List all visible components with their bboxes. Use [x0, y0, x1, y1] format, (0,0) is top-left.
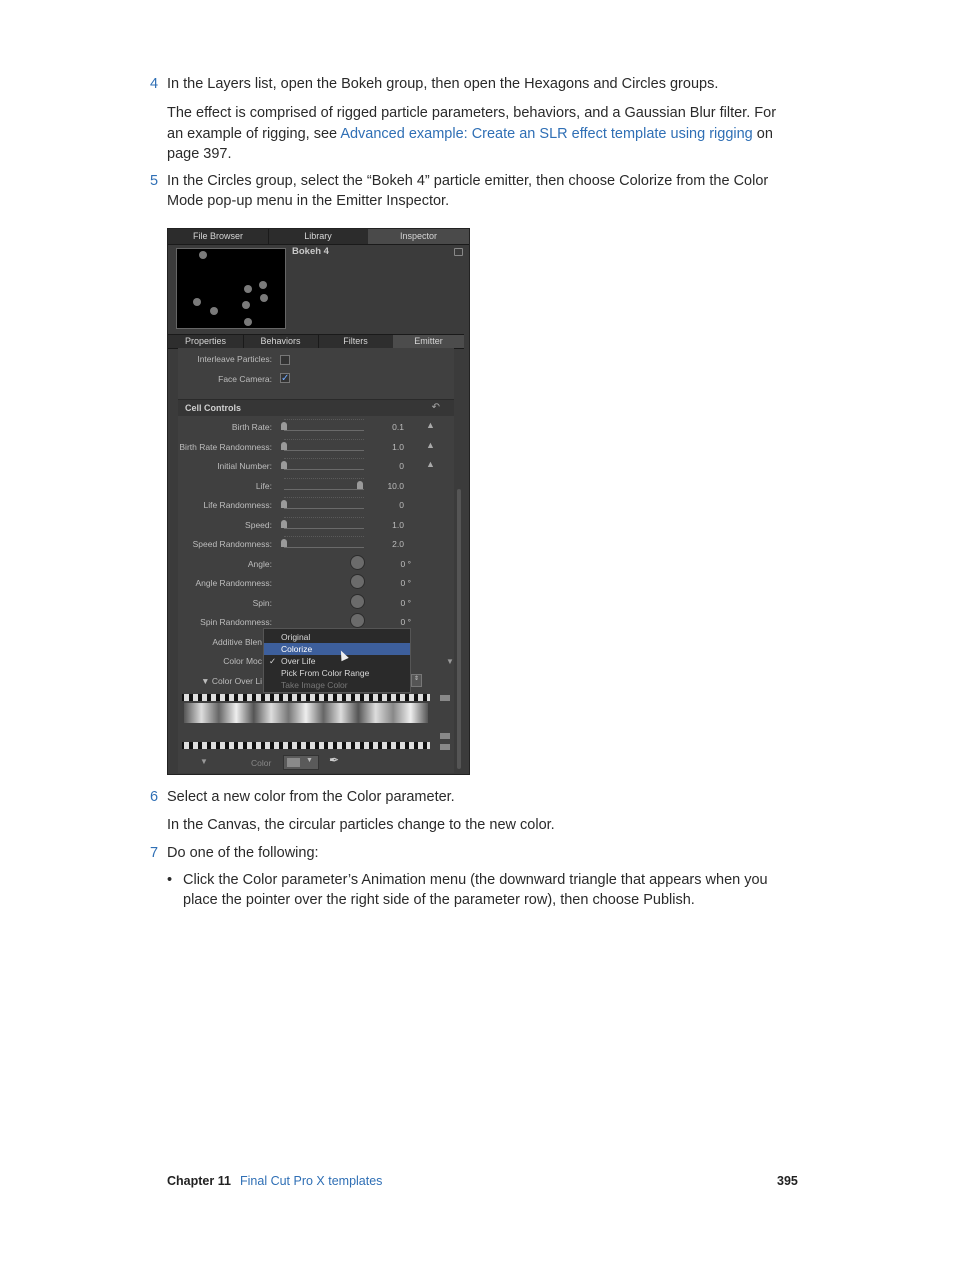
menu-item-original[interactable]: Original [281, 632, 311, 642]
check-icon: ✓ [281, 373, 290, 384]
gradient-menu-icon[interactable] [440, 733, 450, 739]
scrollbar[interactable] [457, 489, 461, 769]
param-label: Angle Randomness: [195, 578, 272, 588]
param-label: Angle: [247, 559, 272, 569]
section-title: Cell Controls [185, 403, 242, 413]
spin-randomness-dial[interactable] [350, 613, 365, 628]
step-number: 4 [150, 76, 159, 92]
birth-rate-slider[interactable] [284, 430, 364, 431]
param-value[interactable]: 1.0 [392, 442, 404, 452]
slider-ticks [284, 439, 364, 441]
menu-item-pick-from-color-range[interactable]: Pick From Color Range [281, 668, 370, 678]
param-label: Spin Randomness: [200, 617, 272, 627]
param-value[interactable]: 0 ° [400, 559, 411, 569]
initial-number-slider[interactable] [284, 469, 364, 470]
paragraph-rigging [167, 103, 787, 165]
color-label: Color [251, 758, 272, 768]
spin-dial[interactable] [350, 594, 365, 609]
tab-library[interactable]: Library [268, 229, 369, 244]
keyframe-icon[interactable]: ▲ [426, 420, 435, 430]
inspector-screenshot [167, 228, 470, 775]
param-label: Spin: [252, 598, 272, 608]
object-name: Bokeh 4 [292, 246, 329, 257]
life-randomness-slider[interactable] [284, 508, 364, 509]
particle-dot [193, 298, 201, 306]
step-number: 7 [150, 845, 159, 861]
reset-icon[interactable]: ↶ [431, 402, 440, 413]
angle-randomness-dial[interactable] [350, 574, 365, 589]
life-slider[interactable] [284, 489, 364, 490]
paragraph-canvas: In the Canvas, the circular particles change to the new color. [167, 817, 555, 833]
footer-chapter-title[interactable]: Final Cut Pro X templates [240, 1174, 383, 1188]
paragraph-text: The effect is comprised of rigged particle parameters, behaviors, and a Gaussian Blur filter. For an example of rigging, see [167, 105, 777, 142]
param-value[interactable]: 0 ° [400, 578, 411, 588]
param-value[interactable]: 0.1 [392, 422, 404, 432]
step-number: 5 [150, 173, 159, 189]
chevron-down-icon[interactable]: ▼ [446, 657, 454, 666]
keyframe-icon[interactable]: ▲ [426, 459, 435, 469]
menu-item-colorize[interactable]: Colorize [264, 643, 410, 655]
step-text: Select a new color from the Color parameter. [167, 789, 455, 805]
param-value[interactable]: 10.0 [387, 481, 404, 491]
stepper-icon[interactable]: ⇕ [411, 674, 422, 687]
menu-item-over-life[interactable] [264, 655, 410, 667]
tab-behaviors[interactable]: Behaviors [243, 335, 319, 348]
angle-dial[interactable] [350, 555, 365, 570]
paragraph-text-end: on page 397. [167, 125, 773, 162]
slider-ticks [284, 517, 364, 519]
tab-properties[interactable]: Properties [168, 335, 244, 348]
interleave-checkbox[interactable] [280, 355, 290, 365]
slider-thumb[interactable] [357, 481, 363, 489]
color-well[interactable] [283, 755, 319, 770]
param-label: Initial Number: [217, 461, 272, 471]
param-value[interactable]: 0 [399, 461, 404, 471]
face-camera-label: Face Camera: [218, 374, 272, 384]
color-mode-menu [263, 628, 411, 693]
preview-thumbnail [176, 248, 286, 329]
speed-randomness-slider[interactable] [284, 547, 364, 548]
tab-emitter[interactable]: Emitter [393, 335, 464, 348]
gradient-opacity-tags[interactable] [182, 694, 430, 701]
color-swatch [287, 758, 300, 767]
step-text: In the Layers list, open the Bokeh group, then open the Hexagons and Circles groups. [167, 76, 719, 92]
chevron-down-icon[interactable]: ▼ [306, 757, 313, 764]
param-label: Birth Rate Randomness: [179, 442, 272, 452]
bullet-text: Click the Color parameter’s Animation menu (the downward triangle that appears when you place the pointer over the right side of the parameter row), then choose Publish. [183, 872, 768, 908]
color-over-life-label[interactable]: ▼ Color Over Li [201, 676, 262, 686]
tab-inspector[interactable]: Inspector [368, 229, 469, 244]
param-label: Speed: [245, 520, 272, 530]
gradient-menu-icon[interactable] [440, 695, 450, 701]
slider-thumb[interactable] [281, 422, 287, 430]
keyframe-icon[interactable]: ▲ [426, 440, 435, 450]
slider-thumb[interactable] [281, 520, 287, 528]
particle-dot [244, 318, 252, 326]
particle-dot [199, 251, 207, 259]
slider-ticks [284, 458, 364, 460]
additive-blend-label: Additive Blen [212, 637, 262, 647]
inspector-tabs [168, 229, 469, 245]
menu-item-take-image-color: Take Image Color [281, 680, 348, 690]
speed-slider[interactable] [284, 528, 364, 529]
inspector-subtabs [168, 334, 464, 349]
param-value[interactable]: 0 [399, 500, 404, 510]
page-number: 395 [777, 1174, 798, 1188]
step-text: Do one of the following: [167, 845, 319, 861]
eyedropper-icon[interactable]: ✒ [329, 753, 340, 767]
param-value[interactable]: 1.0 [392, 520, 404, 530]
param-label: Life: [255, 481, 272, 491]
particle-dot [259, 281, 267, 289]
param-label: Speed Randomness: [192, 539, 272, 549]
param-value[interactable]: 0 ° [400, 598, 411, 608]
step-number: 6 [150, 789, 159, 805]
footer-chapter: Chapter 11 [167, 1174, 231, 1188]
rigging-link[interactable]: Advanced example: Create an SLR effect template using rigging [340, 125, 753, 142]
lock-icon[interactable] [454, 248, 463, 256]
cell-controls-header[interactable] [178, 399, 454, 416]
gradient-color-tags[interactable] [182, 742, 430, 749]
tab-file-browser[interactable]: File Browser [168, 229, 269, 244]
slider-ticks [284, 536, 364, 538]
birth-rate-randomness-slider[interactable] [284, 450, 364, 451]
slider-ticks [284, 478, 364, 480]
color-mode-label: Color Moc [223, 656, 262, 666]
param-label: Life Randomness: [203, 500, 272, 510]
menu-item-label: Over Life [281, 656, 316, 666]
particle-dot [242, 301, 250, 309]
check-icon: ✓ [269, 656, 277, 666]
param-value[interactable]: 2.0 [392, 539, 404, 549]
gradient-bar-lower [184, 715, 428, 723]
slider-thumb[interactable] [281, 539, 287, 547]
slider-ticks [284, 419, 364, 421]
slider-ticks [284, 497, 364, 499]
slider-thumb[interactable] [281, 461, 287, 469]
bullet-icon: • [167, 872, 173, 888]
interleave-label: Interleave Particles: [197, 354, 272, 364]
tab-filters[interactable]: Filters [318, 335, 394, 348]
particle-dot [244, 285, 252, 293]
particle-dot [210, 307, 218, 315]
disclosure-triangle-icon[interactable]: ▼ [200, 757, 208, 766]
particle-dot [260, 294, 268, 302]
gradient-menu-icon[interactable] [440, 744, 450, 750]
param-value[interactable]: 0 ° [400, 617, 411, 627]
slider-thumb[interactable] [281, 500, 287, 508]
slider-thumb[interactable] [281, 442, 287, 450]
step-text: In the Circles group, select the “Bokeh 4” particle emitter, then choose Colorize from the Color Mode pop-up menu in the Emitter Inspector. [167, 173, 769, 209]
param-label: Birth Rate: [231, 422, 272, 432]
face-camera-checkbox[interactable] [280, 373, 290, 383]
